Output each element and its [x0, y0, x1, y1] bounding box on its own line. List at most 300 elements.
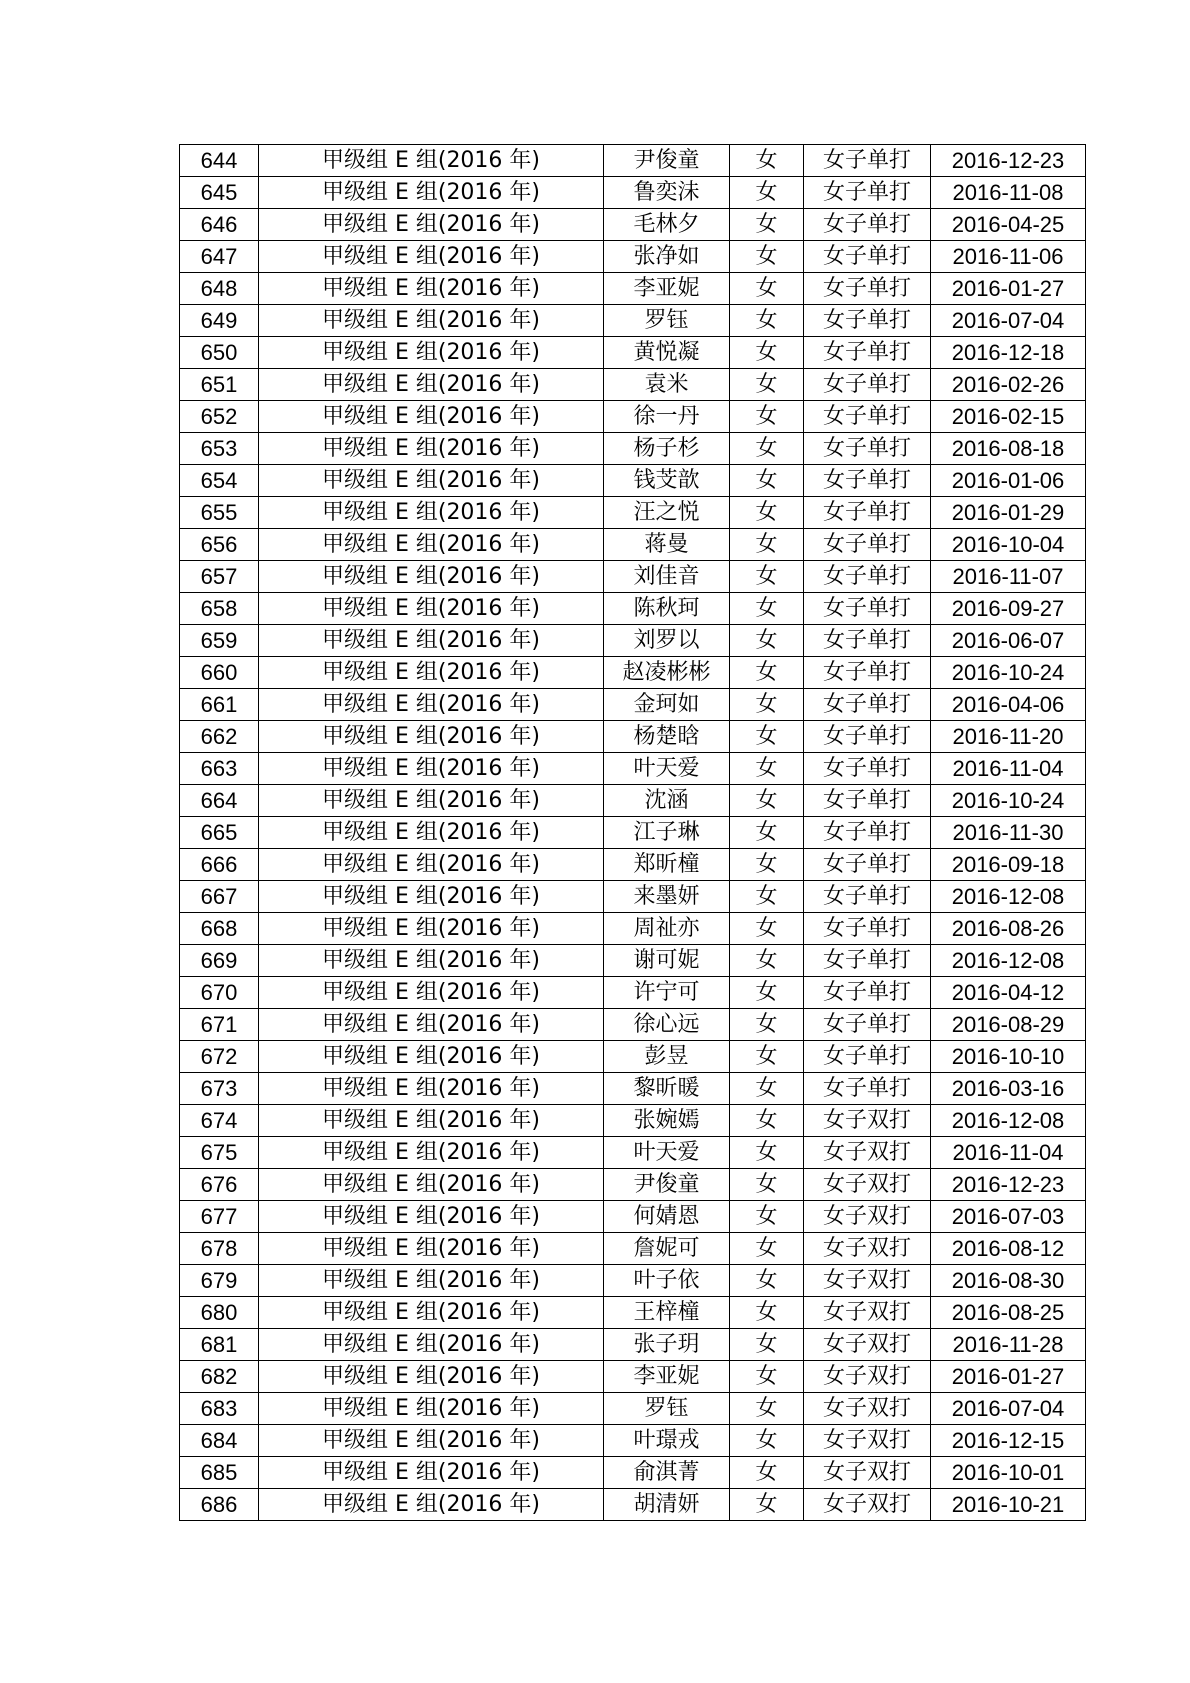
- entry-number-cell: 648: [180, 273, 259, 305]
- gender-cell: 女: [730, 945, 804, 977]
- player-name-cell: 许宁可: [604, 977, 730, 1009]
- table-row: [180, 689, 1086, 721]
- gender-cell: 女: [730, 689, 804, 721]
- event-cell: 女子双打: [804, 1425, 931, 1457]
- gender-cell: 女: [730, 753, 804, 785]
- player-name-cell: 叶天爱: [604, 1137, 730, 1169]
- player-name-cell: 尹俊童: [604, 1169, 730, 1201]
- entry-number-cell: 670: [180, 977, 259, 1009]
- birth-date-cell: 2016-10-24: [931, 657, 1086, 689]
- entry-number-cell: 685: [180, 1457, 259, 1489]
- event-cell: 女子单打: [804, 913, 931, 945]
- table-row: [180, 1329, 1086, 1361]
- table-row: [180, 241, 1086, 273]
- birth-date-cell: 2016-11-20: [931, 721, 1086, 753]
- group-cell: 甲级组 E 组(2016 年): [259, 1361, 604, 1393]
- table-row: [180, 977, 1086, 1009]
- entry-number-cell: 677: [180, 1201, 259, 1233]
- gender-cell: 女: [730, 785, 804, 817]
- event-cell: 女子双打: [804, 1105, 931, 1137]
- event-cell: 女子单打: [804, 721, 931, 753]
- table-row: [180, 881, 1086, 913]
- entry-number-cell: 656: [180, 529, 259, 561]
- group-cell: 甲级组 E 组(2016 年): [259, 593, 604, 625]
- group-cell: 甲级组 E 组(2016 年): [259, 881, 604, 913]
- player-name-cell: 周祉亦: [604, 913, 730, 945]
- table-row: [180, 1169, 1086, 1201]
- entry-number-cell: 671: [180, 1009, 259, 1041]
- gender-cell: 女: [730, 849, 804, 881]
- entry-number-cell: 655: [180, 497, 259, 529]
- entry-number-cell: 679: [180, 1265, 259, 1297]
- player-name-cell: 陈秋珂: [604, 593, 730, 625]
- table-row: [180, 913, 1086, 945]
- player-name-cell: 罗钰: [604, 305, 730, 337]
- gender-cell: 女: [730, 625, 804, 657]
- birth-date-cell: 2016-12-15: [931, 1425, 1086, 1457]
- player-name-cell: 尹俊童: [604, 145, 730, 177]
- event-cell: 女子单打: [804, 561, 931, 593]
- gender-cell: 女: [730, 1137, 804, 1169]
- player-name-cell: 俞淇菁: [604, 1457, 730, 1489]
- event-cell: 女子单打: [804, 1041, 931, 1073]
- event-cell: 女子单打: [804, 497, 931, 529]
- player-name-cell: 詹妮可: [604, 1233, 730, 1265]
- gender-cell: 女: [730, 1425, 804, 1457]
- group-cell: 甲级组 E 组(2016 年): [259, 689, 604, 721]
- player-name-cell: 胡清妍: [604, 1489, 730, 1521]
- table-row: [180, 1073, 1086, 1105]
- event-cell: 女子双打: [804, 1137, 931, 1169]
- event-cell: 女子单打: [804, 593, 931, 625]
- entry-number-cell: 682: [180, 1361, 259, 1393]
- table-row: [180, 305, 1086, 337]
- player-name-cell: 袁米: [604, 369, 730, 401]
- entry-number-cell: 657: [180, 561, 259, 593]
- event-cell: 女子单打: [804, 177, 931, 209]
- table-row: [180, 1265, 1086, 1297]
- player-name-cell: 沈涵: [604, 785, 730, 817]
- gender-cell: 女: [730, 209, 804, 241]
- entry-number-cell: 647: [180, 241, 259, 273]
- birth-date-cell: 2016-12-08: [931, 881, 1086, 913]
- birth-date-cell: 2016-04-25: [931, 209, 1086, 241]
- table-row: [180, 849, 1086, 881]
- entry-number-cell: 666: [180, 849, 259, 881]
- table-row: [180, 433, 1086, 465]
- birth-date-cell: 2016-07-03: [931, 1201, 1086, 1233]
- gender-cell: 女: [730, 1233, 804, 1265]
- table-row: [180, 337, 1086, 369]
- birth-date-cell: 2016-10-21: [931, 1489, 1086, 1521]
- group-cell: 甲级组 E 组(2016 年): [259, 1009, 604, 1041]
- entry-number-cell: 664: [180, 785, 259, 817]
- entry-number-cell: 658: [180, 593, 259, 625]
- table-row: [180, 1233, 1086, 1265]
- player-name-cell: 刘佳音: [604, 561, 730, 593]
- roster-table: [179, 144, 1086, 1521]
- birth-date-cell: 2016-03-16: [931, 1073, 1086, 1105]
- event-cell: 女子单打: [804, 209, 931, 241]
- table-row: [180, 1137, 1086, 1169]
- birth-date-cell: 2016-04-12: [931, 977, 1086, 1009]
- group-cell: 甲级组 E 组(2016 年): [259, 497, 604, 529]
- gender-cell: 女: [730, 433, 804, 465]
- entry-number-cell: 678: [180, 1233, 259, 1265]
- group-cell: 甲级组 E 组(2016 年): [259, 1457, 604, 1489]
- birth-date-cell: 2016-11-30: [931, 817, 1086, 849]
- group-cell: 甲级组 E 组(2016 年): [259, 753, 604, 785]
- birth-date-cell: 2016-07-04: [931, 305, 1086, 337]
- gender-cell: 女: [730, 369, 804, 401]
- event-cell: 女子单打: [804, 977, 931, 1009]
- gender-cell: 女: [730, 401, 804, 433]
- table-row: [180, 625, 1086, 657]
- birth-date-cell: 2016-01-29: [931, 497, 1086, 529]
- table-row: [180, 1297, 1086, 1329]
- group-cell: 甲级组 E 组(2016 年): [259, 209, 604, 241]
- birth-date-cell: 2016-08-29: [931, 1009, 1086, 1041]
- player-name-cell: 杨子杉: [604, 433, 730, 465]
- event-cell: 女子单打: [804, 881, 931, 913]
- event-cell: 女子单打: [804, 849, 931, 881]
- gender-cell: 女: [730, 1297, 804, 1329]
- gender-cell: 女: [730, 1201, 804, 1233]
- entry-number-cell: 651: [180, 369, 259, 401]
- gender-cell: 女: [730, 273, 804, 305]
- player-name-cell: 黄悦凝: [604, 337, 730, 369]
- table-row: [180, 721, 1086, 753]
- player-name-cell: 蒋曼: [604, 529, 730, 561]
- event-cell: 女子单打: [804, 401, 931, 433]
- table-row: [180, 561, 1086, 593]
- entry-number-cell: 683: [180, 1393, 259, 1425]
- event-cell: 女子单打: [804, 145, 931, 177]
- table-row: [180, 817, 1086, 849]
- event-cell: 女子双打: [804, 1361, 931, 1393]
- group-cell: 甲级组 E 组(2016 年): [259, 561, 604, 593]
- table-row: [180, 177, 1086, 209]
- event-cell: 女子单打: [804, 657, 931, 689]
- entry-number-cell: 684: [180, 1425, 259, 1457]
- group-cell: 甲级组 E 组(2016 年): [259, 721, 604, 753]
- entry-number-cell: 681: [180, 1329, 259, 1361]
- entry-number-cell: 645: [180, 177, 259, 209]
- event-cell: 女子双打: [804, 1457, 931, 1489]
- player-name-cell: 叶璟戎: [604, 1425, 730, 1457]
- player-name-cell: 毛林夕: [604, 209, 730, 241]
- table-row: [180, 1425, 1086, 1457]
- gender-cell: 女: [730, 305, 804, 337]
- group-cell: 甲级组 E 组(2016 年): [259, 1073, 604, 1105]
- table-row: [180, 753, 1086, 785]
- birth-date-cell: 2016-08-30: [931, 1265, 1086, 1297]
- event-cell: 女子双打: [804, 1169, 931, 1201]
- table-row: [180, 657, 1086, 689]
- entry-number-cell: 686: [180, 1489, 259, 1521]
- birth-date-cell: 2016-08-18: [931, 433, 1086, 465]
- group-cell: 甲级组 E 组(2016 年): [259, 1041, 604, 1073]
- group-cell: 甲级组 E 组(2016 年): [259, 913, 604, 945]
- group-cell: 甲级组 E 组(2016 年): [259, 1105, 604, 1137]
- player-name-cell: 张净如: [604, 241, 730, 273]
- player-name-cell: 何婧恩: [604, 1201, 730, 1233]
- birth-date-cell: 2016-08-26: [931, 913, 1086, 945]
- player-name-cell: 罗钰: [604, 1393, 730, 1425]
- player-name-cell: 杨楚晗: [604, 721, 730, 753]
- player-name-cell: 张婉嫣: [604, 1105, 730, 1137]
- group-cell: 甲级组 E 组(2016 年): [259, 1233, 604, 1265]
- entry-number-cell: 669: [180, 945, 259, 977]
- birth-date-cell: 2016-01-27: [931, 1361, 1086, 1393]
- table-row: [180, 945, 1086, 977]
- birth-date-cell: 2016-12-08: [931, 945, 1086, 977]
- entry-number-cell: 668: [180, 913, 259, 945]
- player-name-cell: 江子琳: [604, 817, 730, 849]
- player-name-cell: 赵凌彬彬: [604, 657, 730, 689]
- player-name-cell: 钱芠歆: [604, 465, 730, 497]
- event-cell: 女子双打: [804, 1297, 931, 1329]
- event-cell: 女子双打: [804, 1393, 931, 1425]
- entry-number-cell: 676: [180, 1169, 259, 1201]
- entry-number-cell: 665: [180, 817, 259, 849]
- birth-date-cell: 2016-06-07: [931, 625, 1086, 657]
- gender-cell: 女: [730, 1457, 804, 1489]
- gender-cell: 女: [730, 593, 804, 625]
- entry-number-cell: 649: [180, 305, 259, 337]
- gender-cell: 女: [730, 817, 804, 849]
- player-name-cell: 叶子依: [604, 1265, 730, 1297]
- group-cell: 甲级组 E 组(2016 年): [259, 177, 604, 209]
- event-cell: 女子单打: [804, 337, 931, 369]
- player-name-cell: 郑昕橦: [604, 849, 730, 881]
- group-cell: 甲级组 E 组(2016 年): [259, 1169, 604, 1201]
- event-cell: 女子单打: [804, 1073, 931, 1105]
- entry-number-cell: 663: [180, 753, 259, 785]
- table-row: [180, 593, 1086, 625]
- group-cell: 甲级组 E 组(2016 年): [259, 625, 604, 657]
- entry-number-cell: 650: [180, 337, 259, 369]
- group-cell: 甲级组 E 组(2016 年): [259, 529, 604, 561]
- entry-number-cell: 659: [180, 625, 259, 657]
- player-name-cell: 王梓橦: [604, 1297, 730, 1329]
- birth-date-cell: 2016-10-10: [931, 1041, 1086, 1073]
- event-cell: 女子单打: [804, 689, 931, 721]
- player-name-cell: 金珂如: [604, 689, 730, 721]
- group-cell: 甲级组 E 组(2016 年): [259, 369, 604, 401]
- event-cell: 女子双打: [804, 1201, 931, 1233]
- table-row: [180, 273, 1086, 305]
- group-cell: 甲级组 E 组(2016 年): [259, 849, 604, 881]
- birth-date-cell: 2016-11-28: [931, 1329, 1086, 1361]
- player-name-cell: 叶天爱: [604, 753, 730, 785]
- event-cell: 女子单打: [804, 529, 931, 561]
- group-cell: 甲级组 E 组(2016 年): [259, 337, 604, 369]
- birth-date-cell: 2016-11-08: [931, 177, 1086, 209]
- gender-cell: 女: [730, 561, 804, 593]
- table-row: [180, 369, 1086, 401]
- table-row: [180, 497, 1086, 529]
- gender-cell: 女: [730, 177, 804, 209]
- group-cell: 甲级组 E 组(2016 年): [259, 1393, 604, 1425]
- gender-cell: 女: [730, 721, 804, 753]
- gender-cell: 女: [730, 337, 804, 369]
- birth-date-cell: 2016-01-27: [931, 273, 1086, 305]
- gender-cell: 女: [730, 1169, 804, 1201]
- birth-date-cell: 2016-08-12: [931, 1233, 1086, 1265]
- gender-cell: 女: [730, 881, 804, 913]
- entry-number-cell: 660: [180, 657, 259, 689]
- birth-date-cell: 2016-11-06: [931, 241, 1086, 273]
- player-name-cell: 张子玥: [604, 1329, 730, 1361]
- event-cell: 女子单打: [804, 433, 931, 465]
- entry-number-cell: 667: [180, 881, 259, 913]
- roster-sheet: [179, 144, 1086, 1521]
- entry-number-cell: 653: [180, 433, 259, 465]
- table-row: [180, 209, 1086, 241]
- gender-cell: 女: [730, 145, 804, 177]
- table-row: [180, 1489, 1086, 1521]
- group-cell: 甲级组 E 组(2016 年): [259, 1329, 604, 1361]
- gender-cell: 女: [730, 913, 804, 945]
- event-cell: 女子单打: [804, 369, 931, 401]
- group-cell: 甲级组 E 组(2016 年): [259, 433, 604, 465]
- group-cell: 甲级组 E 组(2016 年): [259, 1489, 604, 1521]
- gender-cell: 女: [730, 1329, 804, 1361]
- gender-cell: 女: [730, 497, 804, 529]
- birth-date-cell: 2016-09-27: [931, 593, 1086, 625]
- birth-date-cell: 2016-09-18: [931, 849, 1086, 881]
- gender-cell: 女: [730, 465, 804, 497]
- event-cell: 女子单打: [804, 945, 931, 977]
- birth-date-cell: 2016-12-23: [931, 1169, 1086, 1201]
- event-cell: 女子单打: [804, 241, 931, 273]
- entry-number-cell: 654: [180, 465, 259, 497]
- player-name-cell: 谢可妮: [604, 945, 730, 977]
- entry-number-cell: 661: [180, 689, 259, 721]
- group-cell: 甲级组 E 组(2016 年): [259, 977, 604, 1009]
- player-name-cell: 汪之悦: [604, 497, 730, 529]
- event-cell: 女子双打: [804, 1233, 931, 1265]
- birth-date-cell: 2016-12-23: [931, 145, 1086, 177]
- event-cell: 女子单打: [804, 753, 931, 785]
- birth-date-cell: 2016-10-04: [931, 529, 1086, 561]
- group-cell: 甲级组 E 组(2016 年): [259, 817, 604, 849]
- event-cell: 女子单打: [804, 273, 931, 305]
- event-cell: 女子单打: [804, 625, 931, 657]
- birth-date-cell: 2016-02-15: [931, 401, 1086, 433]
- table-row: [180, 1361, 1086, 1393]
- player-name-cell: 李亚妮: [604, 273, 730, 305]
- group-cell: 甲级组 E 组(2016 年): [259, 1265, 604, 1297]
- player-name-cell: 彭昱: [604, 1041, 730, 1073]
- gender-cell: 女: [730, 1265, 804, 1297]
- group-cell: 甲级组 E 组(2016 年): [259, 785, 604, 817]
- birth-date-cell: 2016-12-18: [931, 337, 1086, 369]
- birth-date-cell: 2016-07-04: [931, 1393, 1086, 1425]
- table-row: [180, 1009, 1086, 1041]
- table-row: [180, 785, 1086, 817]
- birth-date-cell: 2016-11-04: [931, 1137, 1086, 1169]
- group-cell: 甲级组 E 组(2016 年): [259, 241, 604, 273]
- gender-cell: 女: [730, 1361, 804, 1393]
- birth-date-cell: 2016-11-07: [931, 561, 1086, 593]
- table-row: [180, 145, 1086, 177]
- table-row: [180, 529, 1086, 561]
- entry-number-cell: 644: [180, 145, 259, 177]
- group-cell: 甲级组 E 组(2016 年): [259, 305, 604, 337]
- roster-body: [180, 145, 1086, 1521]
- table-row: [180, 1041, 1086, 1073]
- birth-date-cell: 2016-02-26: [931, 369, 1086, 401]
- entry-number-cell: 674: [180, 1105, 259, 1137]
- player-name-cell: 刘罗以: [604, 625, 730, 657]
- gender-cell: 女: [730, 529, 804, 561]
- gender-cell: 女: [730, 657, 804, 689]
- player-name-cell: 李亚妮: [604, 1361, 730, 1393]
- group-cell: 甲级组 E 组(2016 年): [259, 401, 604, 433]
- entry-number-cell: 672: [180, 1041, 259, 1073]
- gender-cell: 女: [730, 977, 804, 1009]
- gender-cell: 女: [730, 241, 804, 273]
- birth-date-cell: 2016-04-06: [931, 689, 1086, 721]
- gender-cell: 女: [730, 1073, 804, 1105]
- birth-date-cell: 2016-01-06: [931, 465, 1086, 497]
- event-cell: 女子双打: [804, 1329, 931, 1361]
- entry-number-cell: 652: [180, 401, 259, 433]
- event-cell: 女子双打: [804, 1265, 931, 1297]
- group-cell: 甲级组 E 组(2016 年): [259, 657, 604, 689]
- birth-date-cell: 2016-12-08: [931, 1105, 1086, 1137]
- group-cell: 甲级组 E 组(2016 年): [259, 145, 604, 177]
- group-cell: 甲级组 E 组(2016 年): [259, 945, 604, 977]
- event-cell: 女子双打: [804, 1489, 931, 1521]
- entry-number-cell: 673: [180, 1073, 259, 1105]
- birth-date-cell: 2016-08-25: [931, 1297, 1086, 1329]
- group-cell: 甲级组 E 组(2016 年): [259, 1137, 604, 1169]
- entry-number-cell: 662: [180, 721, 259, 753]
- table-row: [180, 1457, 1086, 1489]
- table-row: [180, 1105, 1086, 1137]
- event-cell: 女子单打: [804, 1009, 931, 1041]
- entry-number-cell: 675: [180, 1137, 259, 1169]
- entry-number-cell: 646: [180, 209, 259, 241]
- event-cell: 女子单打: [804, 465, 931, 497]
- group-cell: 甲级组 E 组(2016 年): [259, 1297, 604, 1329]
- entry-number-cell: 680: [180, 1297, 259, 1329]
- birth-date-cell: 2016-10-24: [931, 785, 1086, 817]
- table-row: [180, 1393, 1086, 1425]
- group-cell: 甲级组 E 组(2016 年): [259, 1201, 604, 1233]
- player-name-cell: 来墨妍: [604, 881, 730, 913]
- player-name-cell: 鲁奕沬: [604, 177, 730, 209]
- gender-cell: 女: [730, 1105, 804, 1137]
- gender-cell: 女: [730, 1489, 804, 1521]
- group-cell: 甲级组 E 组(2016 年): [259, 273, 604, 305]
- gender-cell: 女: [730, 1393, 804, 1425]
- birth-date-cell: 2016-10-01: [931, 1457, 1086, 1489]
- gender-cell: 女: [730, 1041, 804, 1073]
- event-cell: 女子单打: [804, 785, 931, 817]
- gender-cell: 女: [730, 1009, 804, 1041]
- event-cell: 女子单打: [804, 305, 931, 337]
- player-name-cell: 黎昕暖: [604, 1073, 730, 1105]
- group-cell: 甲级组 E 组(2016 年): [259, 1425, 604, 1457]
- player-name-cell: 徐心远: [604, 1009, 730, 1041]
- birth-date-cell: 2016-11-04: [931, 753, 1086, 785]
- table-row: [180, 465, 1086, 497]
- group-cell: 甲级组 E 组(2016 年): [259, 465, 604, 497]
